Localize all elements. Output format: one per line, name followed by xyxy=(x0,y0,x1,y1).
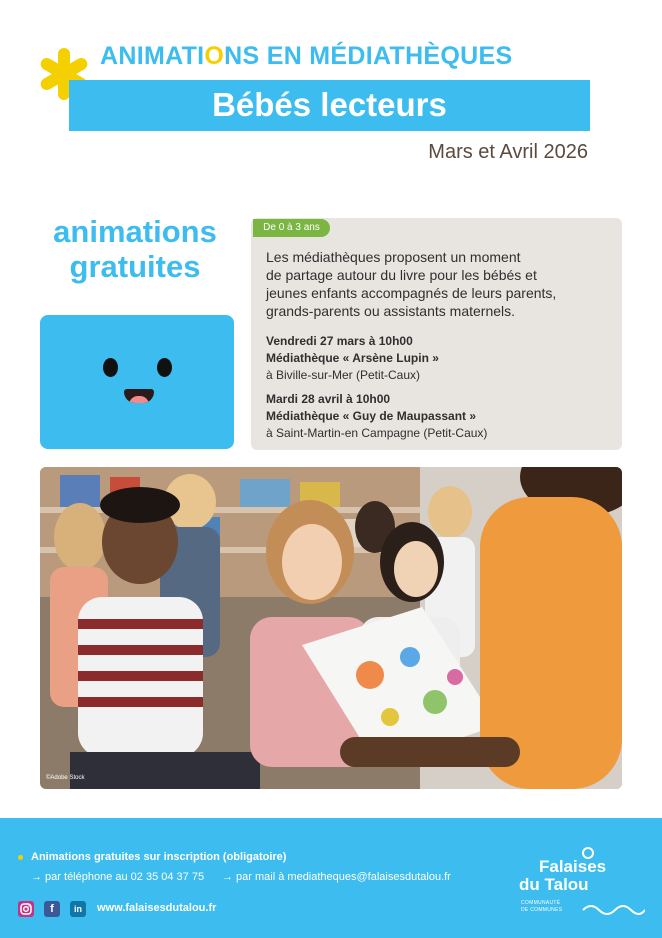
description-line: Les médiathèques proposent un moment xyxy=(266,249,521,265)
page-title: Bébés lecteurs xyxy=(212,86,447,123)
story-time-photo xyxy=(40,467,622,789)
falaises-du-talou-logo xyxy=(515,846,650,924)
logo-sub-2: DE COMMUNES xyxy=(521,907,563,913)
supertitle-yellow-o: O xyxy=(204,42,225,70)
description xyxy=(266,248,611,320)
classroom-photo-illustration xyxy=(40,467,622,789)
mascot-mouth xyxy=(124,389,154,403)
mail-contact[interactable]: → par mail à mediatheques@falaisesdutalou.fr xyxy=(222,871,451,883)
mascot-right-eye xyxy=(157,358,172,377)
supertitle-part1: ANIMATI xyxy=(100,42,205,70)
event-date: Mardi 28 avril à 10h00 xyxy=(266,392,391,406)
mascot-tongue xyxy=(129,396,149,403)
free-line-1: animations xyxy=(53,214,217,249)
age-badge: De 0 à 3 ans xyxy=(253,219,330,237)
description-line: jeunes enfants accompagnés de leurs parents, xyxy=(266,285,557,301)
logo-sub-1: COMMUNAUTÉ xyxy=(521,900,561,906)
event-venue: Médiathèque « Guy de Maupassant » xyxy=(266,409,477,423)
supertitle-part2: NS EN MÉDIATHÈQUES xyxy=(224,42,513,70)
logo-wave-icon xyxy=(581,900,645,916)
mascot-illustration xyxy=(40,315,234,449)
phone-contact[interactable]: → par téléphone au 02 35 04 37 75 xyxy=(31,871,205,883)
event-venue: Médiathèque « Arsène Lupin » xyxy=(266,351,439,365)
description-line: grands-parents ou assistants maternels. xyxy=(266,303,516,319)
event-town: à Biville-sur-Mer (Petit-Caux) xyxy=(266,368,421,382)
event-date: Vendredi 27 mars à 10h00 xyxy=(266,334,413,348)
event-town: à Saint-Martin-en Campagne (Petit-Caux) xyxy=(266,426,488,440)
website-link[interactable]: www.falaisesdutalou.fr xyxy=(97,902,217,914)
photo-credit: ©Adobe Stock xyxy=(46,775,85,781)
linkedin-icon[interactable]: in xyxy=(70,901,86,917)
registration-note: Animations gratuites sur inscription (obligatoire) xyxy=(31,851,287,863)
header-supertitle xyxy=(100,42,590,71)
event-1 xyxy=(266,333,611,384)
mascot-left-eye xyxy=(103,358,118,377)
instagram-icon[interactable] xyxy=(18,901,34,917)
facebook-icon[interactable]: f xyxy=(44,901,60,917)
logo-line-1: Falaises xyxy=(539,857,607,876)
free-animations-label xyxy=(36,214,234,284)
free-line-2: gratuites xyxy=(69,249,201,284)
event-2 xyxy=(266,391,611,442)
bullet-icon xyxy=(18,855,23,860)
event-period: Mars et Avril 2026 xyxy=(428,141,588,163)
logo-line-2: du Talou xyxy=(519,875,589,894)
instagram-glyph xyxy=(18,901,34,917)
description-line: de partage autour du livre pour les bébés et xyxy=(266,267,537,283)
